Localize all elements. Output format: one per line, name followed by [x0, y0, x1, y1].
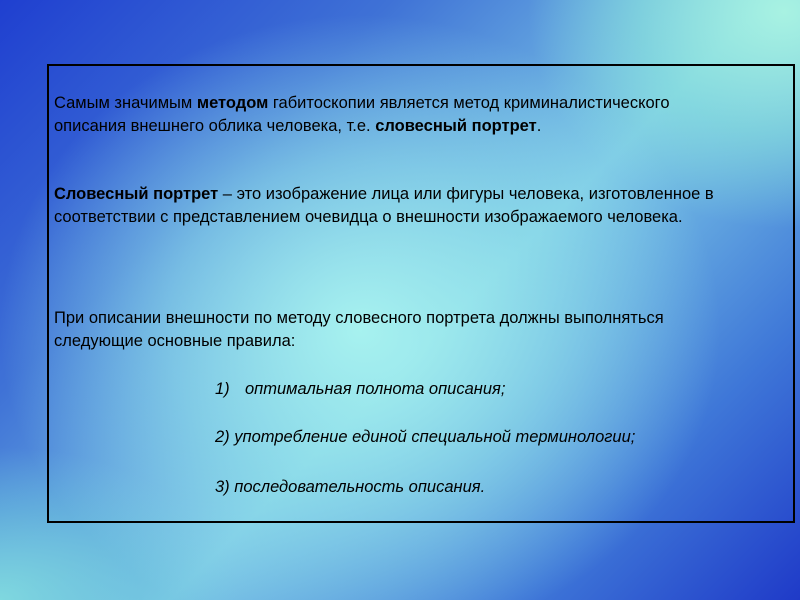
- text-span: При описании внешности по методу словесного портрета должны выполняться следующие основные правила:: [54, 309, 664, 350]
- rule-item-1: [215, 378, 775, 401]
- rule-item-3: [215, 476, 775, 499]
- rule-text: оптимальная полнота описания;: [245, 380, 506, 398]
- bold-method: методом: [196, 94, 269, 112]
- text-span: .: [536, 117, 542, 135]
- bold-verbal-portrait: словесный портрет: [375, 117, 537, 135]
- rule-text: 3) последовательность описания.: [215, 478, 486, 496]
- paragraph-rules-intro: [54, 307, 744, 353]
- text-span: габитоскопии является метод криминалистического описания внешнего облика человека, т.е.: [54, 94, 670, 135]
- rule-item-2: [215, 426, 775, 449]
- paragraph-definition: [54, 183, 744, 229]
- rule-number: 1): [215, 380, 230, 398]
- paragraph-method: [54, 92, 744, 138]
- text-span: – это изображение лица или фигуры человека, изготовленное в соответствии с представлением очевидца о внешности изображаемого человека.: [54, 185, 714, 226]
- rule-text: 2) употребление единой специальной терминологии;: [215, 428, 636, 446]
- text-span: Самым значимым: [54, 94, 197, 112]
- bold-term: Словесный портрет: [54, 185, 219, 203]
